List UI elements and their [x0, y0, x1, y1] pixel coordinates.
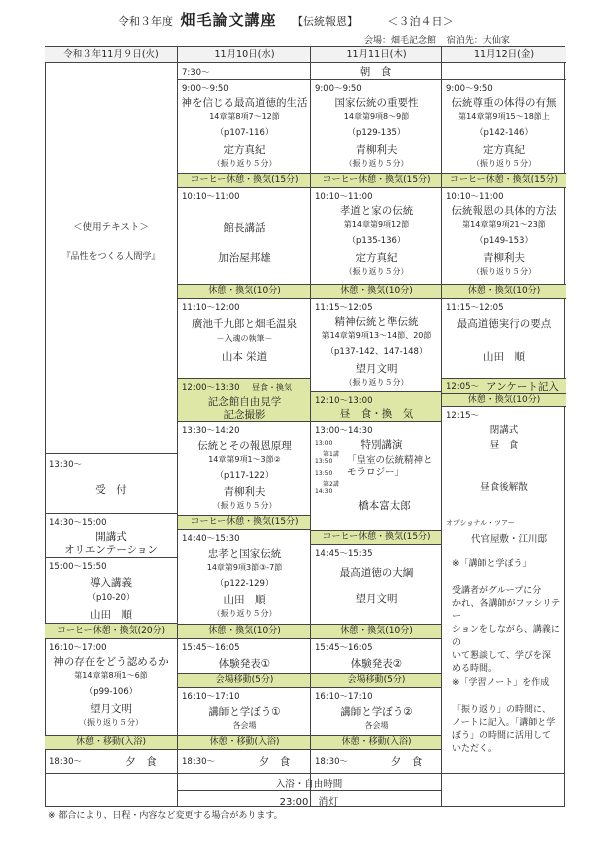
- day2-learn-1: [178, 688, 311, 735]
- session-review: （振り返り５分）: [344, 159, 409, 168]
- session-time: 9:00～9:50: [446, 84, 493, 94]
- lodging: 宿泊先：大仙家: [446, 36, 510, 46]
- day3-lunch: [311, 391, 442, 421]
- session-title: 最高道徳実行の要点: [456, 318, 552, 330]
- bath-label: 入浴・自由時間: [275, 779, 343, 790]
- note-line: 「振り返り」の時間に、: [452, 705, 552, 715]
- optional-tour: 代官屋敷・江川邸: [470, 534, 547, 545]
- session-time: 12:15～: [446, 411, 479, 421]
- session-title: 忠孝と国家伝統: [207, 548, 282, 560]
- day2-session-6: [178, 530, 311, 624]
- day3-coffee-break-2: コーヒー休憩・換気(15分): [311, 530, 442, 545]
- session-pages: （p149-153）: [475, 236, 533, 246]
- session-time: 10:10～11:00: [315, 192, 373, 202]
- day1-evening-blank: [46, 773, 177, 807]
- day4-evening-blank: [441, 773, 565, 807]
- day2-session-5: [178, 421, 311, 515]
- day3-learn-2: [311, 688, 442, 735]
- session-reference: 第14章第9項12節: [343, 220, 410, 229]
- session-title: 開講式: [95, 531, 127, 543]
- day3-special-lecture: [311, 421, 442, 530]
- note-line: める時間。: [452, 664, 498, 674]
- session-time: 16:10～17:10: [182, 692, 240, 702]
- course-tag: 【伝統報恩】: [292, 15, 359, 28]
- session-title: 講師と学ぼう①: [208, 706, 281, 718]
- session-review: （振り返り５分）: [472, 267, 536, 276]
- schedule-table: [45, 46, 565, 807]
- session-review: （振り返り５分）: [79, 718, 143, 727]
- session-time: 14:30～15:00: [49, 518, 107, 528]
- session-lecturer: 山田 順: [90, 609, 132, 621]
- session-review: （振り返り５分）: [212, 501, 277, 510]
- session-title: 伝統とその報恩原理: [197, 440, 292, 452]
- session-lecturer: 青柳利夫: [483, 252, 525, 264]
- day4-survey: [442, 378, 566, 393]
- session-pages: （p137-142、147-148）: [325, 347, 428, 357]
- day2-coffee-break-1: コーヒー休憩・換気(15分): [178, 173, 311, 188]
- header-year: 令和３年度: [118, 15, 173, 28]
- part-label: 第2講: [323, 481, 339, 488]
- note-line: ぼう」の時間に活用して: [452, 731, 552, 741]
- session-lecturer: 望月文明: [90, 703, 132, 715]
- day2-experience-1: [178, 639, 311, 673]
- bath-free-time: [177, 773, 441, 790]
- session-title: 伝統報恩の具体的方法: [451, 205, 557, 217]
- day4-column: [441, 47, 566, 806]
- day1-coffee-break: コーヒー休憩・換気(20分): [45, 623, 177, 639]
- session-review: （振り返り５分）: [212, 609, 277, 618]
- day2-header: 11月10日(水): [178, 47, 311, 63]
- day4-break-1: 休憩・換気(10分): [442, 284, 566, 299]
- session-reference: 第14章第9項21～23節: [462, 220, 546, 229]
- day1-session-opening: [45, 513, 177, 557]
- session-time: 9:00～9:50: [315, 84, 362, 94]
- day2-session-3: [178, 299, 311, 378]
- day4-session-3: [442, 299, 566, 378]
- session-lecturer: 青柳利夫: [355, 144, 398, 156]
- session-subtitle: 各会場: [232, 721, 257, 730]
- lecture-title: 「皇室の伝統精神とモラロジー」: [347, 455, 433, 478]
- session-title: 神の存在をどう認めるか: [53, 656, 169, 668]
- session-title: 導入講義: [90, 577, 132, 589]
- final-lunch: 昼 食: [489, 440, 519, 451]
- note-line: ノートに記入。「講師と学: [452, 718, 556, 728]
- session-lecturer: 加治屋邦雄: [218, 252, 271, 264]
- part-time: 14:30: [315, 488, 333, 495]
- session-pages: （p122-129）: [215, 579, 274, 589]
- session-time: 15:45～16:05: [182, 643, 240, 653]
- dinner-label: 夕 食: [258, 756, 291, 768]
- breakfast-time: 7:30～: [182, 68, 210, 78]
- session-lecturer: 山田 順: [223, 594, 266, 606]
- note-learn-body: [452, 585, 564, 676]
- session-review: （振り返り５分）: [472, 159, 536, 168]
- dismissal: 昼食後解散: [480, 482, 528, 493]
- day2-session-1: [178, 79, 311, 173]
- day3-break-2: 休憩・換気(10分): [311, 624, 442, 639]
- session-lecturer: 定方真紀: [483, 144, 525, 156]
- session-time: 12:00～13:30: [182, 383, 240, 393]
- dinner-time: 18:30～: [182, 757, 215, 767]
- day2-break-2: 休憩・換気(10分): [178, 624, 311, 639]
- day3-coffee-break-1: コーヒー休憩・換気(15分): [311, 173, 442, 188]
- day4-coffee-break: コーヒー休憩・換気(15分): [442, 173, 566, 188]
- day1-header: 令和３年11月９日(火): [45, 47, 177, 63]
- day3-session-6: [311, 545, 442, 624]
- session-time: 13:00～14:30: [315, 426, 373, 436]
- day1-session-intro: [45, 557, 177, 623]
- day3-header: 11月11日(木): [311, 47, 442, 63]
- session-time: 15:45～16:05: [315, 643, 373, 653]
- session-pages: （p135-136）: [347, 236, 406, 246]
- day3-break-bath: 休憩・移動(入浴): [311, 735, 442, 750]
- session-lecturer: 青柳利夫: [223, 486, 266, 498]
- session-title: 国家伝統の重要性: [334, 97, 419, 109]
- text-name: 『品性をつくる人間学』: [61, 252, 161, 262]
- footer-note: ※ 都合により、日程・内容など変更する場合があります。: [48, 811, 283, 821]
- session-pages: （p107-116）: [215, 128, 274, 138]
- session-reference: 第14章第9項13～14節、20節: [321, 331, 432, 340]
- session-pages: （p129-135）: [347, 128, 406, 138]
- day4-break-2: 休憩・換気(10分): [442, 393, 566, 407]
- day3-break-1: 休憩・換気(10分): [311, 284, 442, 299]
- note-notebook-body: [452, 704, 555, 756]
- day2-coffee-break-2: コーヒー休憩・換気(15分): [178, 515, 311, 530]
- note-line: 受講者がグループに分: [452, 586, 542, 596]
- day2-break-bath: 休憩・移動(入浴): [178, 735, 311, 750]
- course-length: ＜３泊４日＞: [387, 15, 454, 28]
- day4-session-1: [442, 79, 566, 173]
- session-time: 12:10～13:00: [315, 396, 373, 406]
- session-title: 最高道徳の大綱: [339, 567, 414, 579]
- session-title: 体験発表①: [218, 658, 271, 670]
- session-title: 廣池千九郎と畑毛温泉: [192, 318, 297, 330]
- part-label: 第1講: [323, 451, 339, 458]
- text-label: ＜使用テキスト＞: [73, 222, 149, 233]
- lights-out: [177, 790, 441, 807]
- day4-session-2: [442, 188, 566, 284]
- header-location-line: [364, 33, 510, 46]
- session-title: 体験発表②: [350, 658, 403, 670]
- session-title: 特別講演: [360, 439, 403, 451]
- day1-dinner: [45, 750, 177, 773]
- breakfast-label: 朝 食: [359, 66, 392, 78]
- day1-column: [45, 47, 177, 806]
- session-title: 伝統尊重の体得の有無: [451, 97, 557, 109]
- session-lecturer: 橋本富太郎: [358, 500, 411, 512]
- session-time: 11:15～12:05: [446, 303, 504, 313]
- session-title: 館長講話: [223, 222, 266, 234]
- session-title: オリエンテーション: [64, 544, 158, 556]
- session-title: 昼 食・換 気: [339, 408, 414, 420]
- session-subtitle: －入魂の執筆－: [216, 334, 273, 343]
- part-time: 13:50: [315, 458, 333, 465]
- session-reference: 14章第9項3節③-7節: [206, 563, 283, 572]
- session-time: 13:30～14:20: [182, 426, 240, 436]
- header-title-line: [118, 9, 454, 30]
- session-pages: （p10-20）: [87, 593, 135, 603]
- part-time: 13:50: [315, 470, 333, 477]
- venue: 会場：畑毛記念館: [364, 36, 437, 46]
- session-lecturer: 望月文明: [355, 363, 398, 375]
- session-reference: 第14章第8項1～6節: [74, 671, 148, 680]
- session-time: 13:30～: [49, 460, 82, 470]
- session-lecturer: 望月文明: [355, 593, 398, 605]
- dinner-label: 夕 食: [390, 756, 423, 768]
- note-notebook-title: ※「学習ノート」を作成: [452, 678, 550, 688]
- day2-session-2: [178, 188, 311, 284]
- session-lecturer: 定方真紀: [223, 144, 266, 156]
- day3-session-3: [311, 299, 442, 391]
- closing-ceremony: 閉講式: [489, 425, 519, 436]
- session-time: 16:10～17:10: [315, 692, 373, 702]
- session-time: 10:10～11:00: [182, 192, 240, 202]
- day3-move: 会場移動(5分): [311, 673, 442, 688]
- session-review: （振り返り５分）: [344, 267, 409, 276]
- day3-column: [310, 47, 442, 806]
- note-line: いて懇談して、学びを深: [452, 651, 551, 661]
- note-learn-title: ※「講師と学ぼう」: [452, 559, 532, 569]
- session-pages: （p117-122）: [215, 471, 274, 481]
- session-pages: （p142-146）: [475, 128, 533, 138]
- day1-break-bath: 休憩・移動(入浴): [45, 735, 177, 750]
- session-time: 14:45～15:35: [315, 549, 373, 559]
- day1-session-reception: [45, 453, 177, 513]
- session-review: （振り返り５分）: [212, 159, 277, 168]
- day1-session-god: [45, 639, 177, 735]
- day2-column: [177, 47, 311, 806]
- session-pages: （p99-106）: [84, 687, 138, 697]
- dinner-time: 18:30～: [315, 757, 348, 767]
- session-lecturer: 山本 栄道: [221, 351, 268, 363]
- course-title: 畑毛論文講座: [180, 11, 277, 29]
- part-time: 13:00: [315, 440, 333, 447]
- session-reference: 14章第9項1～3節②: [208, 455, 281, 464]
- session-reference: 14章第8項7～12節: [209, 112, 280, 121]
- day3-dinner: [311, 750, 442, 773]
- session-reference: 14章第9項8～9節: [343, 112, 410, 121]
- day4-header: 11月12日(金): [442, 47, 566, 63]
- day2-dinner: [178, 750, 311, 773]
- session-subtitle: 各会場: [364, 721, 389, 730]
- session-title: アンケート記入: [486, 381, 559, 393]
- session-title: 神を信じる最高道徳的生活: [181, 97, 308, 109]
- session-time: 14:40～15:30: [182, 534, 240, 544]
- dinner-time: 18:30～: [49, 757, 82, 767]
- session-time: 10:10～11:00: [446, 192, 504, 202]
- note-line: ションをしながら、講義にの: [452, 625, 560, 648]
- session-time: 11:10～12:00: [182, 303, 240, 313]
- day2-lunch-museum: [178, 378, 311, 421]
- session-time: 9:00～9:50: [182, 84, 229, 94]
- note-line: いただく。: [452, 744, 497, 754]
- session-title: 孝道と家の伝統: [339, 205, 414, 217]
- session-title: 記念館自由見学: [207, 396, 282, 408]
- session-time: 15:00～15:50: [49, 562, 107, 572]
- session-time: 16:10～17:00: [49, 643, 107, 653]
- session-title: 受 付: [95, 484, 127, 496]
- session-title: 講師と学ぼう②: [340, 706, 413, 718]
- session-title: 精神伝統と準伝統: [334, 316, 419, 328]
- session-lecturer: 定方真紀: [355, 252, 398, 264]
- session-title: 記念撮影: [223, 409, 266, 421]
- day3-session-2: [311, 188, 442, 284]
- session-time: 11:15～12:05: [315, 303, 373, 313]
- session-time: 12:05～: [446, 382, 479, 392]
- day3-experience-2: [311, 639, 442, 673]
- session-review: （振り返り５分）: [344, 378, 409, 387]
- day2-break-1: 休憩・換気(10分): [178, 284, 311, 299]
- lights-out-label: 23:00 消灯: [279, 797, 339, 808]
- optional-tour-label: オプショナル・ツアー: [446, 519, 515, 527]
- day3-session-1: [311, 79, 442, 173]
- note-line: かれ、各講師がファシリテー: [452, 599, 561, 622]
- session-reference: 第14章第9項15～18節上: [458, 112, 550, 121]
- day2-move: 会場移動(5分): [178, 673, 311, 688]
- session-lecturer: 山田 順: [483, 351, 525, 363]
- dinner-label: 夕 食: [125, 756, 157, 768]
- session-subtitle: 昼食・換気: [252, 383, 292, 392]
